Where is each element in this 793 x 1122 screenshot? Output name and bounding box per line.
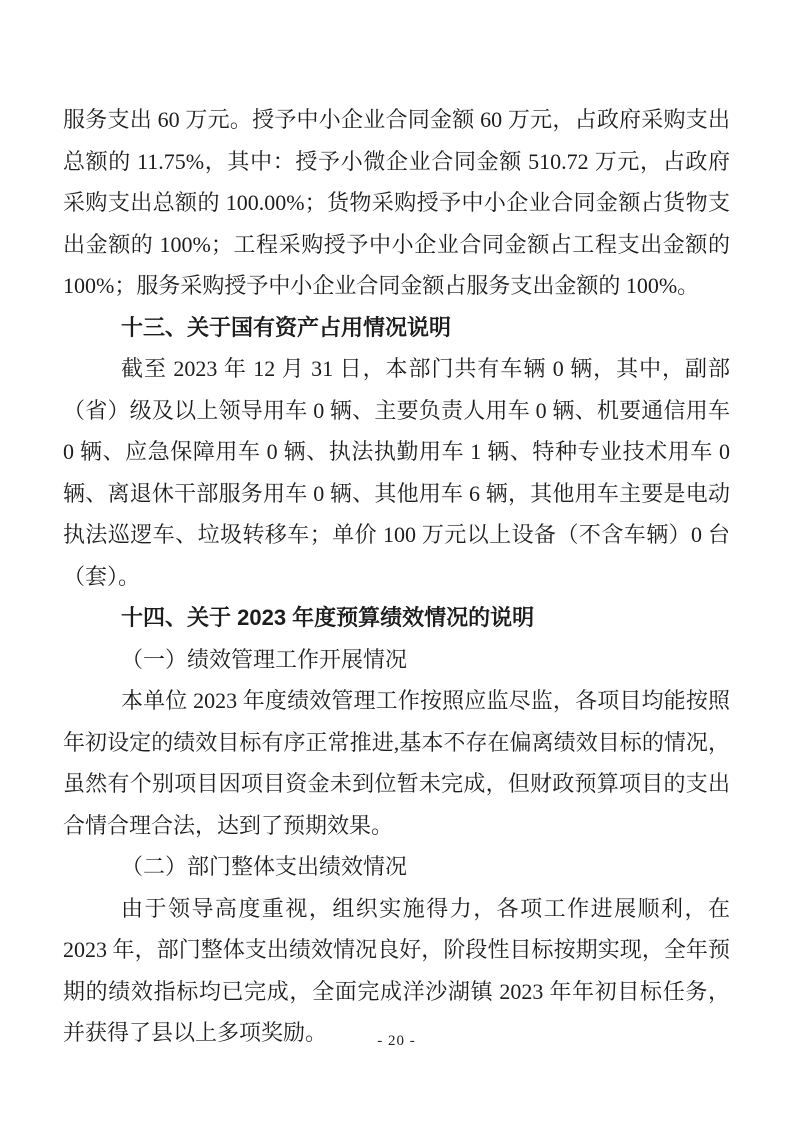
paragraph-performance-management: 本单位 2023 年度绩效管理工作按照应监尽监，各项目均能按照年初设定的绩效目标有序正常推进,基本不存在偏离绩效目标的情况，虽然有个别项目因项目资金未到位暂未完成，但财政预算项目的支出合情合理合法，达到了预期效果。: [63, 688, 730, 838]
paragraph-state-assets-vehicles: 截至 2023 年 12 月 31 日，本部门共有车辆 0 辆，其中，副部（省）级及以上领导用车 0 辆、主要负责人用车 0 辆、机要通信用车 0 辆、应急保障用车 0 辆、执法执勤用车 1 辆、特种专业技术用车 0 辆、离退休干部服务用车 0 辆、其他用车 6 辆，其他用车主要是电动执法巡逻车、垃圾转移车；单价 100 万元以上设备（不含车辆）0 台（套）。: [63, 356, 730, 589]
page-footer: [0, 1031, 793, 1051]
subheading-performance-management: （一）绩效管理工作开展情况: [121, 646, 408, 672]
document-body: [63, 99, 730, 1054]
heading-section-14-budget-performance: 十四、关于 2023 年度预算绩效情况的说明: [121, 605, 535, 630]
page-number: - 20 -: [377, 1033, 416, 1049]
paragraph-department-expenditure-performance: 由于领导高度重视，组织实施得力，各项工作进展顺利，在 2023 年，部门整体支出绩效情况良好，阶段性目标按期实现，全年预期的绩效指标均已完成，全面完成洋沙湖镇 2023 年年初目标任务，并获得了县以上多项奖励。: [63, 895, 730, 1045]
subheading-department-expenditure-performance: （二）部门整体支出绩效情况: [121, 854, 408, 879]
paragraph-government-procurement: 服务支出 60 万元。授予中小企业合同金额 60 万元，占政府采购支出总额的 11.75%，其中：授予小微企业合同金额 510.72 万元，占政府采购支出总额的 100.00%；货物采购授予中小企业合同金额占货物支出金额的 100%；工程采购授予中小企业合同金额占工程支出金额的 100%；服务采购授予中小企业合同金额占服务支出金额的 100%。: [63, 107, 730, 298]
heading-section-13-state-assets: 十三、关于国有资产占用情况说明: [121, 314, 452, 340]
